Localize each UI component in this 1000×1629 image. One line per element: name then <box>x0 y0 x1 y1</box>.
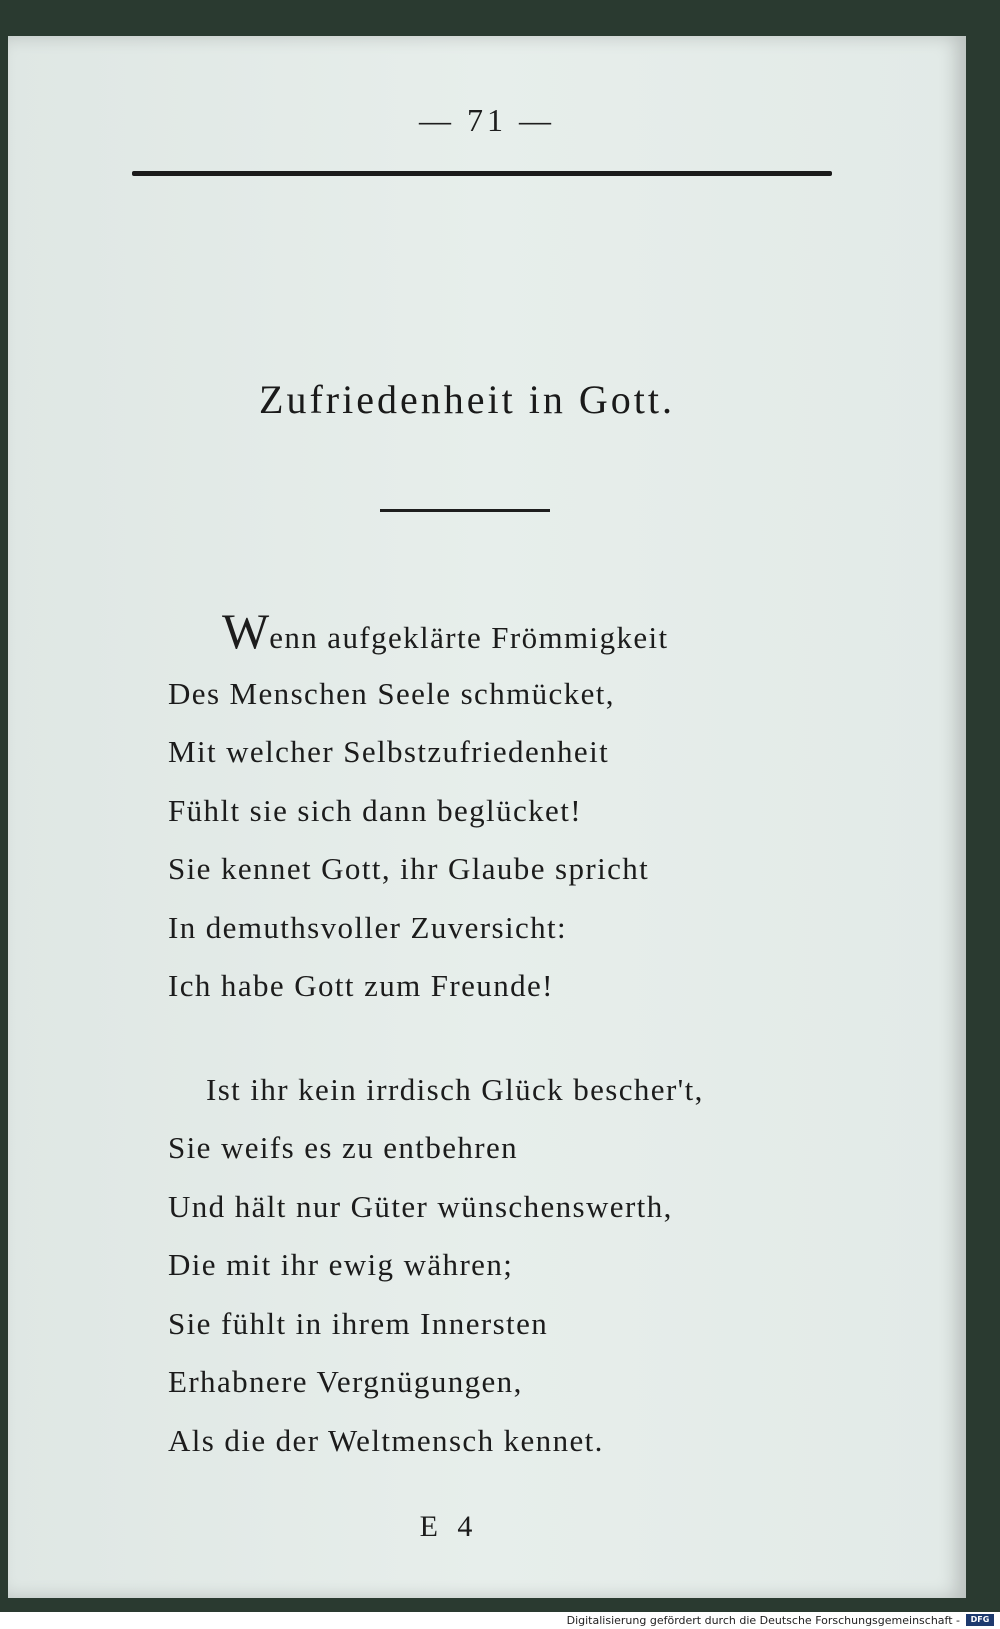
poem-line: Sie weifs es zu entbehren <box>168 1130 519 1165</box>
poem-line: Und hält nur Güter wünschenswerth, <box>168 1188 673 1224</box>
drop-cap: W <box>222 603 270 659</box>
poem-line: Fühlt sie sich dann beglücket! <box>168 792 582 828</box>
dfg-logo-icon: DFG <box>966 1614 994 1626</box>
poem-line: Ich habe Gott zum Freunde! <box>168 968 554 1003</box>
poem-line: Des Menschen Seele schmücket, <box>168 675 615 711</box>
poem-line <box>168 603 888 665</box>
header-rule <box>132 171 832 176</box>
stanza-1 <box>168 603 888 1016</box>
poem-line: Die mit ihr ewig währen; <box>168 1247 514 1282</box>
footer-bar <box>0 1612 1000 1629</box>
poem-line: Ist ihr kein irrdisch Glück bescher't, <box>206 1071 704 1107</box>
poem-line-text: enn aufgeklärte Frömmigkeit <box>269 620 669 655</box>
book-page <box>8 36 966 1598</box>
footer-credit: Digitalisierung gefördert durch die Deutsche Forschungsgemeinschaft - <box>566 1614 960 1627</box>
poem-line: Als die der Weltmensch kennet. <box>168 1422 604 1458</box>
poem-line: Sie fühlt in ihrem Innersten <box>168 1305 549 1341</box>
poem-line: Mit welcher Selbstzufriedenheit <box>168 734 610 769</box>
poem-line: In demuthsvoller Zuversicht: <box>168 909 568 945</box>
poem-title: Zufriedenheit in Gott. <box>259 377 675 422</box>
poem-line: Erhabnere Vergnügungen, <box>168 1364 523 1399</box>
page-number: — 71 — <box>419 102 555 138</box>
stanza-2 <box>168 1061 888 1471</box>
signature-mark: E 4 <box>419 1510 479 1543</box>
title-rule <box>380 509 550 512</box>
poem-line: Sie kennet Gott, ihr Glaube spricht <box>168 851 650 886</box>
poem-body <box>168 603 888 1470</box>
